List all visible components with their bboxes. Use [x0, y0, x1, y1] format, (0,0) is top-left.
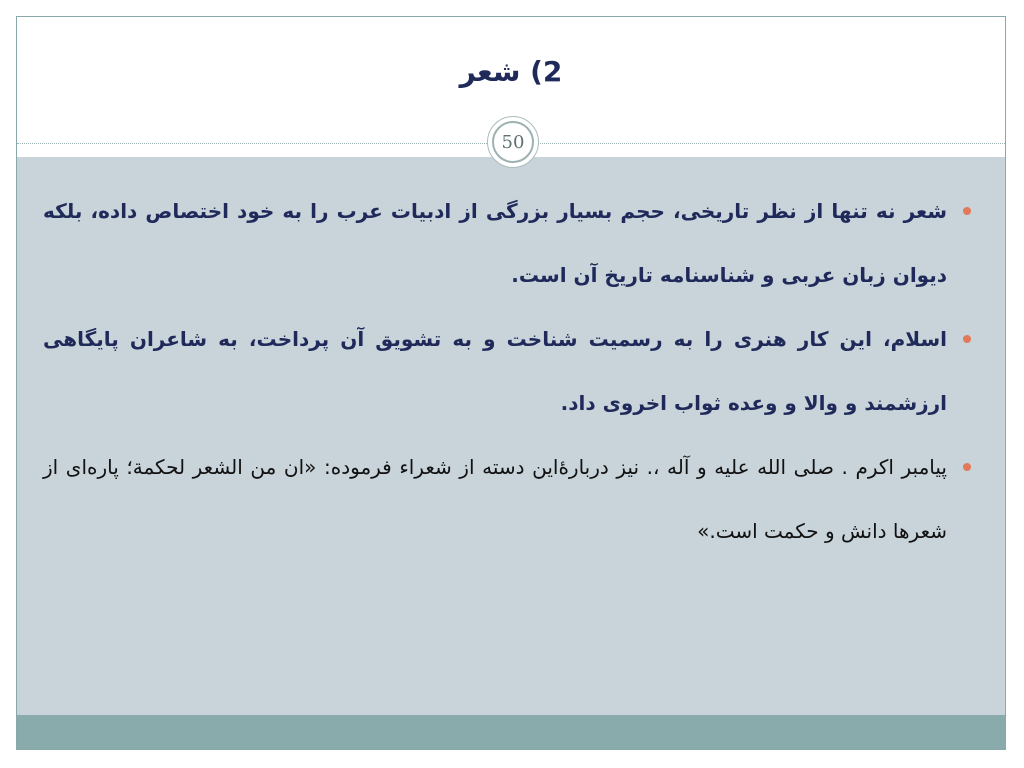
bullet-marker-icon [963, 207, 971, 215]
bullet-item [43, 307, 973, 435]
bullet-list [43, 179, 973, 563]
slide [16, 16, 1006, 750]
slide-title: 2) شعر [459, 55, 563, 88]
bullet-marker-icon [963, 335, 971, 343]
bullet-marker-icon [963, 463, 971, 471]
page-number-badge [487, 116, 539, 168]
bullet-item [43, 435, 973, 563]
footer-band [17, 715, 1005, 749]
bullet-item [43, 179, 973, 307]
bullet-text: اسلام، این کار هنری را به رسمیت شناخت و به تشویق آن پرداخت، به شاعران پایگاهی ارزشمند و والا و وعده ثواب اخروی داد. [43, 327, 947, 415]
bullet-text: پیامبر اکرم . صلی الله علیه و آله ،. نیز دربارۀاین دسته از شعراء فرموده: «ان من الشعر لحکمة؛ پاره‌ای از شعرها دانش و حکمت است.» [43, 455, 947, 543]
page-number: 50 [492, 121, 534, 163]
bullet-text: شعر نه تنها از نظر تاریخی، حجم بسیار بزرگی از ادبیات عرب را به خود اختصاص داده، بلکه دیوان زبان عربی و شناسنامه تاریخ آن است. [43, 199, 947, 287]
